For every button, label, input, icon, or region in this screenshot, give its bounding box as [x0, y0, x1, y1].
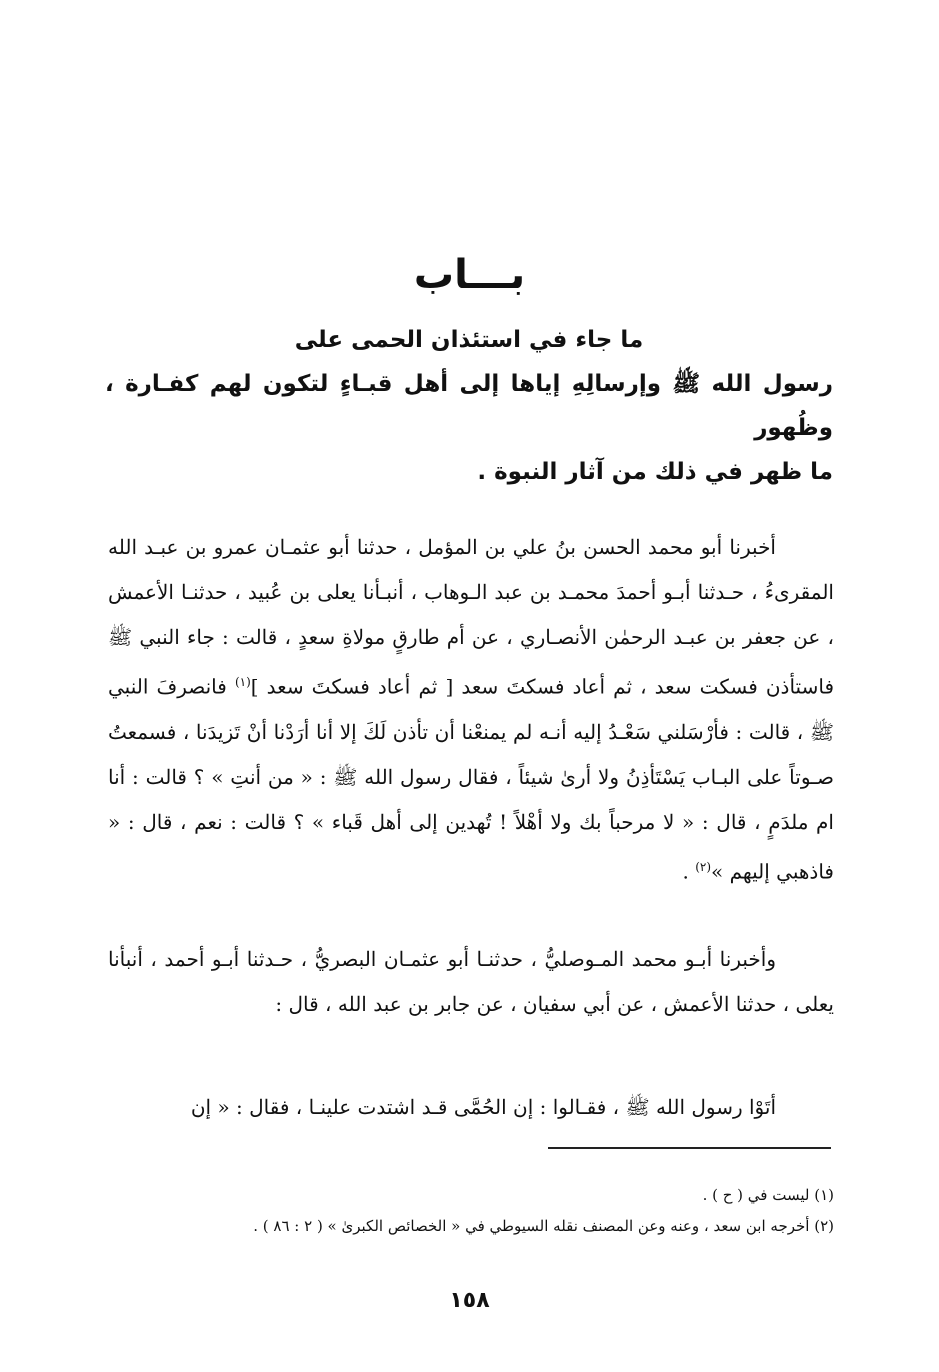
- page-number: ١٥٨: [449, 1288, 490, 1313]
- paragraph-1-text-a: أخبرنا أبو محمد الحسن بنُ علي بن المؤمل ، حدثنا أبو عثمـان عمرو بن عبـد الله المقرىءُ ، حـدثنا أبـو أحمدَ محمـد بن عبد الـوهاب ، أنبـأنا يعلى بن عُبيد ، حدثنـا الأعمش ، عن جعفر بن عبـد الرحمٰن الأنصـاري ، عن أم طارقٍ مولاةِ سعدٍ ، قالت : جاء النبي ﷺ فاستأذن فسكت سعد ، ثم أعاد فسكتَ سعد [ ثم أعاد فسكتَ سعد ]: [108, 535, 835, 699]
- heading-line-1: ما جاء في استئذان الحمى على: [294, 327, 644, 353]
- footnote-marker-2: (٢): [695, 859, 712, 874]
- heading-line-2: رسول الله ﷺ وإرسالِهِ إياها إلى أهل قبـاءٍ لتكون لهم كفـارة ، وظُهور: [105, 371, 833, 441]
- footnote-separator: [548, 1147, 831, 1149]
- footnote-1: (١) ليست في ( ح ) .: [702, 1186, 834, 1204]
- chapter-heading: [105, 318, 833, 494]
- chapter-title: بـــاب: [413, 252, 526, 298]
- heading-line-3: ما ظهر في ذلك من آثار النبوة .: [477, 459, 833, 485]
- paragraph-3: [108, 1085, 834, 1130]
- footnote-marker-1: (١): [234, 675, 251, 689]
- paragraph-1-end: .: [682, 859, 696, 884]
- paragraph-2: [108, 937, 834, 1027]
- paragraph-1-text-b: فانصرفَ النبي ﷺ ، قالت : فأرْسَلني سَعْـدُ إليه أنـه لم يمنعْنا أن تأذن لَكَ إلا أنا أرَدْنا أنْ تَزيدَنا ، فسمعتُ صـوتاً على البـاب يَسْتَأذِنُ ولا أرىٰ شيئاً ، فقال رسول الله ﷺ : « من أنتِ » ؟ قالت : أنا ام ملدَمٍ ، قال : « لا مرحباً بك ولا أهْلاً ! تُهدين إلى أهل قَباء » ؟ قالت : نعم ، قال : « فاذهبي إليهم »: [108, 674, 834, 884]
- footnotes: [108, 1180, 834, 1242]
- paragraph-3-text: أتَوْا رسول الله ﷺ ، فقـالوا : إن الحُمَّى قـد اشتدت علينـا ، فقال : « إن: [190, 1095, 776, 1119]
- paragraph-1: [108, 525, 834, 894]
- paragraph-2-text: وأخبرنا أبـو محمد المـوصليُّ ، حدثنـا أبو عثمـان البصريُّ ، حـدثنا أبـو أحمد ، أنبأنا يعلى ، حدثنا الأعمش ، عن أبي سفيان ، عن جابر بن عبد الله ، قال :: [108, 947, 834, 1016]
- footnote-2: (٢) أخرجه ابن سعد ، وعنه وعن المصنف نقله السيوطي في « الخصائص الكبرىٰ » ( ٢ : ٨٦ ) .: [253, 1217, 834, 1235]
